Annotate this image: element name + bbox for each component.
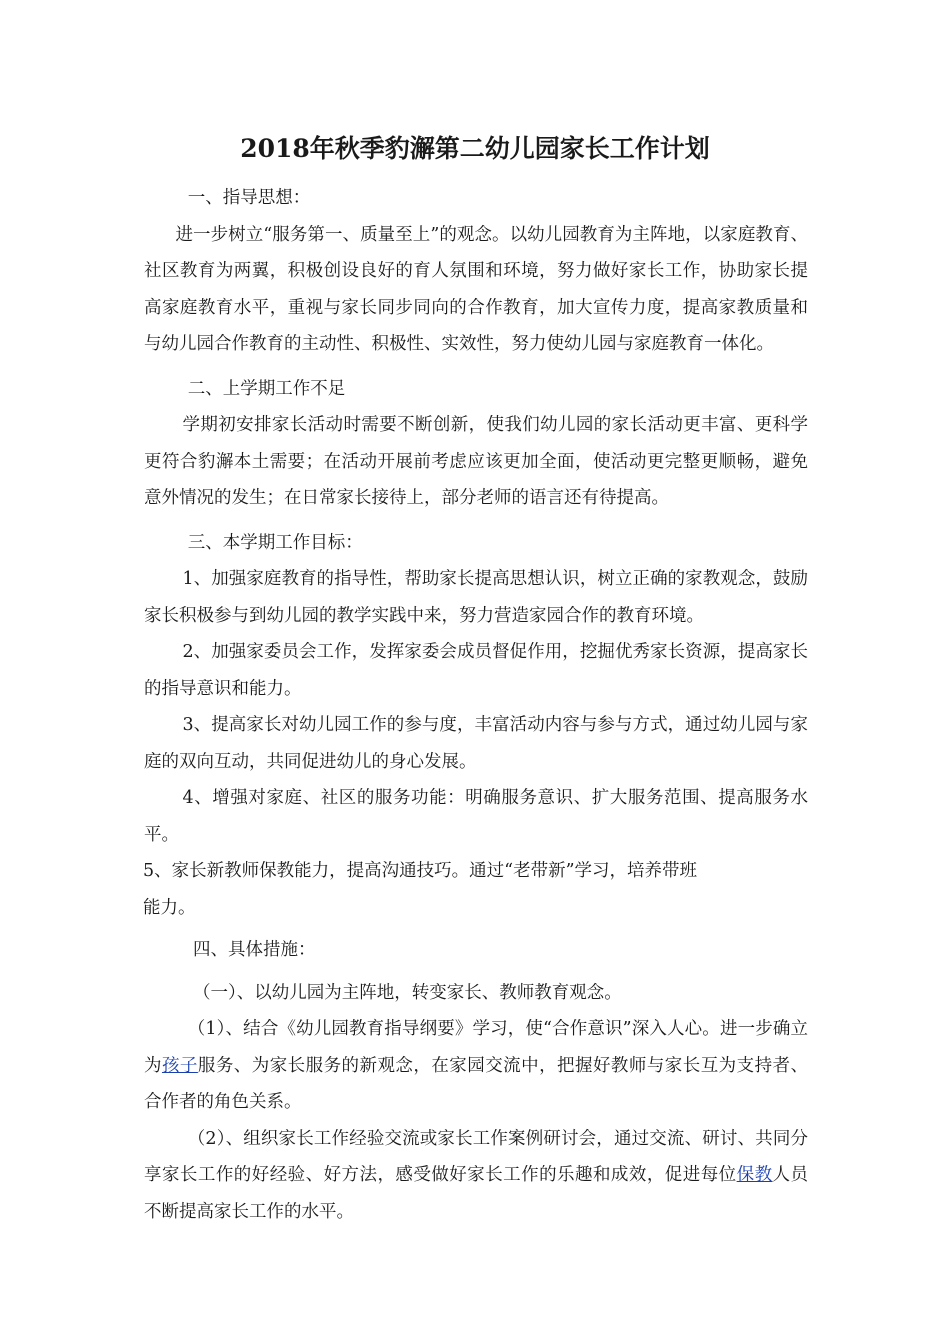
measure-1-p1-text-a: （1）、结合《幼儿园教育指导纲要》学习，使“合作意识”深入人心。进一步确立为 <box>144 1019 808 1076</box>
measure-1-paragraph-1 <box>144 1011 808 1121</box>
measure-heading-1: （一）、以幼儿园为主阵地，转变家长、教师教育观念。 <box>193 982 622 1003</box>
last-term-paragraph: 学期初安排家长活动时需要不断创新，使我们幼儿园的家长活动更丰富、更科学更符合豹澥本土需要；在活动开展前考虑应该更加全面，使活动更完整更顺畅，避免意外情况的发生；在日常家长接待上，部分老师的语言还有待提高。 <box>144 415 808 508</box>
section-heading-goals: 三、本学期工作目标： <box>187 532 363 553</box>
goal-item: 3、提高家长对幼儿园工作的参与度，丰富活动内容与参与方式，通过幼儿园与家庭的双向互动，共同促进幼儿的身心发展。 <box>144 715 808 772</box>
guiding-ideas-paragraph: 进一步树立“服务第一、质量至上”的观念。以幼儿园教育为主阵地，以家庭教育、社区教育为两翼，积极创设良好的育人氛围和环境，努力做好家长工作，协助家长提高家庭教育水平，重视与家长同步同向的合作教育，加大宣传力度，提高家教质量和与幼儿园合作教育的主动性、积极性、实效性，努力使幼儿园与家庭教育一体化。 <box>144 224 808 354</box>
goal-5-line-2: 能力。 <box>143 897 196 918</box>
section-heading-last-term-shortcomings: 二、上学期工作不足 <box>187 378 346 399</box>
goal-item-5 <box>143 853 808 926</box>
document-body <box>144 172 808 1230</box>
measure-1-p2-text-a: （2）、组织家长工作经验交流或家长工作案例研讨会，通过交流、研讨、共同分享家长工作的好经验、好方法，感受做好家长工作的乐趣和成效，促进每位 <box>144 1128 808 1185</box>
goal-item: 1、加强家庭教育的指导性，帮助家长提高思想认识，树立正确的家教观念，鼓励家长积极参与到幼儿园的教学实践中来，努力营造家园合作的教育环境。 <box>144 569 808 626</box>
link-children[interactable]: 孩子 <box>161 1055 198 1076</box>
goal-item: 4、增强对家庭、社区的服务功能：明确服务意识、扩大服务范围、提高服务水平。 <box>144 788 808 845</box>
link-childcare-education[interactable]: 保教 <box>736 1165 773 1185</box>
goal-item: 2、加强家委员会工作，发挥家委会成员督促作用，挖掘优秀家长资源，提高家长的指导意识和能力。 <box>144 642 808 699</box>
document-title: 2018年秋季豹澥第二幼儿园家长工作计划 <box>240 134 710 163</box>
section-heading-guiding-ideas: 一、指导思想： <box>187 188 311 208</box>
measure-1-paragraph-2 <box>144 1121 808 1231</box>
section-heading-measures: 四、具体措施： <box>193 940 316 960</box>
goal-5-line-1: 5、家长新教师保教能力，提高沟通技巧。通过“老带新”学习，培养带班 <box>143 861 698 881</box>
measure-1-p2-text-b: 人员不断提高家长工作的水平。 <box>144 1165 809 1222</box>
measure-1-p1-text-b: 服务、为家长服务的新观念，在家园交流中，把握好教师与家长互为支持者、合作者的角色关系。 <box>144 1055 809 1112</box>
